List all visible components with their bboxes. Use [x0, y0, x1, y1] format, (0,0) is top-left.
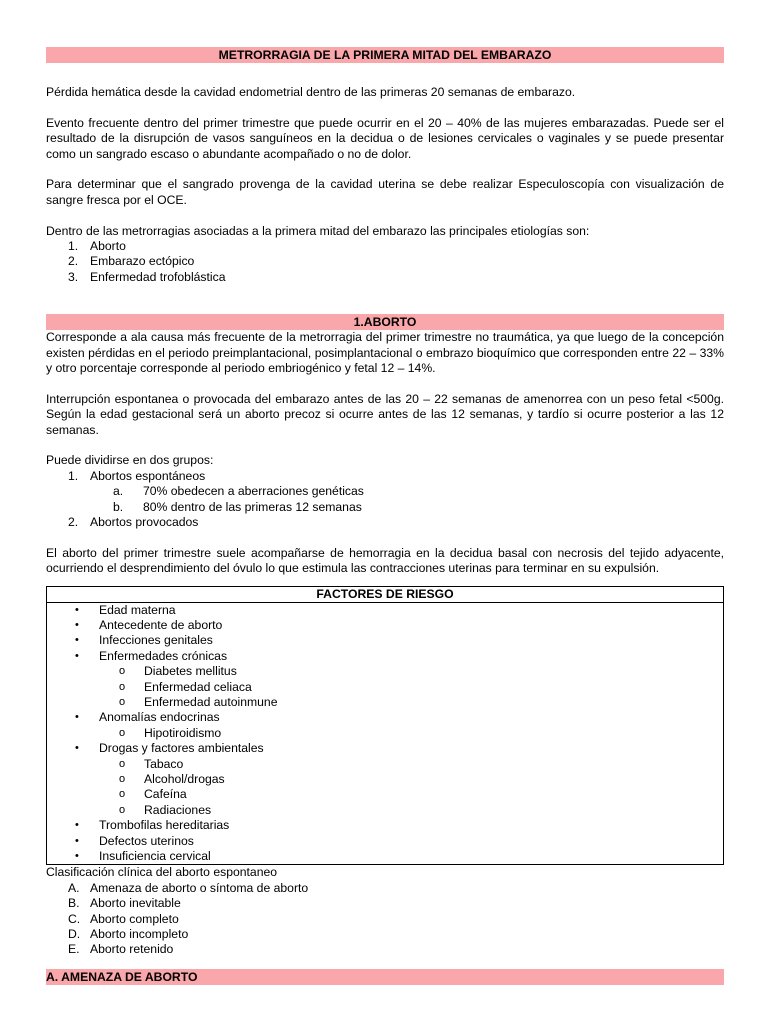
- list-item: 1. Aborto: [68, 239, 126, 254]
- bullet-icon: •: [75, 634, 79, 647]
- aborto-paragraph-1: Corresponde a ala causa más frecuente de la metrorragia del primer trimestre no traumática, ya que luego de la concepción existen pérdidas en el periodo preimplantacional, posimplantacional o embrazo bioquímico que corresponden entre 22 – 33% y otro porcentaje corresponde al periodo embriogénico y fetal 12 – 14%.: [46, 330, 724, 376]
- circle-bullet-icon: o: [119, 696, 126, 709]
- groups-list: [46, 469, 724, 531]
- circle-bullet-icon: o: [119, 757, 126, 770]
- list-item: • Edad materna: [75, 602, 176, 617]
- bullet-icon: •: [75, 711, 79, 724]
- list-item: • Defectos uterinos: [75, 833, 194, 848]
- list-item: • Enfermedades crónicas: [75, 648, 228, 663]
- list-item: 2. Abortos provocados: [68, 515, 199, 530]
- circle-bullet-icon: o: [119, 772, 126, 785]
- list-item: o Alcohol/drogas: [119, 771, 225, 786]
- list-item: C. Aborto completo: [68, 911, 179, 926]
- list-item: o Radiaciones: [119, 802, 212, 817]
- list-item: o Cafeína: [119, 787, 187, 802]
- page-title: METRORRAGIA DE LA PRIMERA MITAD DEL EMBARAZO: [46, 47, 724, 63]
- classification-heading: Clasificación clínica del aborto espontaneo: [46, 865, 278, 880]
- diagnosis-paragraph: Para determinar que el sangrado provenga de la cavidad uterina se debe realizar Especuloscopía con visualización de sangre fresca por el OCE.: [46, 177, 724, 207]
- section-heading-amenaza: A. AMENAZA DE ABORTO: [46, 969, 724, 985]
- circle-bullet-icon: o: [119, 803, 126, 816]
- list-item: A. Amenaza de aborto o síntoma de aborto: [68, 880, 309, 895]
- list-item: a. 70% obedecen a aberraciones genéticas: [113, 484, 364, 499]
- bullet-icon: •: [75, 619, 79, 632]
- classification-list: [46, 881, 724, 958]
- list-item: 3. Enfermedad trofoblástica: [68, 269, 226, 284]
- list-item: o Tabaco: [119, 756, 184, 771]
- section-heading-aborto: 1.ABORTO: [46, 314, 724, 330]
- etiology-intro: Dentro de las metrorragias asociadas a la primera mitad del embarazo las principales etiologías son:: [46, 223, 590, 238]
- bullet-icon: •: [75, 849, 79, 862]
- list-item: 2. Embarazo ectópico: [68, 254, 195, 269]
- list-item: o Diabetes mellitus: [119, 664, 237, 679]
- list-item: 1. Abortos espontáneos: [68, 468, 206, 483]
- bullet-icon: •: [75, 742, 79, 755]
- aborto-paragraph-4: El aborto del primer trimestre suele acompañarse de hemorragia en la decidua basal con necrosis del tejido adyacente, ocurriendo el desprendimiento del óvulo lo que estimula las contracciones uterinas para terminar en su expulsión.: [46, 545, 724, 576]
- bullet-icon: •: [75, 649, 79, 662]
- list-item: B. Aborto inevitable: [68, 896, 181, 911]
- list-item: E. Aborto retenido: [68, 942, 174, 957]
- aborto-paragraph-3: Puede dividirse en dos grupos:: [46, 453, 214, 468]
- etiology-list: [46, 239, 724, 285]
- risk-factors-heading: FACTORES DE RIESGO: [47, 587, 723, 603]
- list-item: • Drogas y factores ambientales: [75, 741, 264, 756]
- circle-bullet-icon: o: [119, 680, 126, 693]
- list-item: • Trombofilas hereditarias: [75, 818, 230, 833]
- list-item: b. 80% dentro de las primeras 12 semanas: [113, 499, 362, 514]
- list-item: • Insuficiencia cervical: [75, 848, 211, 863]
- frequency-paragraph: Evento frecuente dentro del primer trimestre que puede ocurrir en el 20 – 40% de las mujeres embarazadas. Puede ser el resultado de la disrupción de vasos sanguíneos en la decidua o de lesiones cervicales o vaginales y se puede presentar como un sangrado escaso o abundante acompañado o no de dolor.: [46, 115, 724, 161]
- bullet-icon: •: [75, 603, 79, 616]
- list-item: o Enfermedad autoinmune: [119, 695, 278, 710]
- list-item: • Antecedente de aborto: [75, 618, 223, 633]
- list-item: • Infecciones genitales: [75, 633, 213, 648]
- circle-bullet-icon: o: [119, 665, 126, 678]
- circle-bullet-icon: o: [119, 726, 126, 739]
- bullet-icon: •: [75, 834, 79, 847]
- document-page: [46, 47, 724, 985]
- list-item: • Anomalías endocrinas: [75, 710, 220, 725]
- definition-paragraph: Pérdida hemática desde la cavidad endometrial dentro de las primeras 20 semanas de embarazo.: [46, 85, 576, 99]
- aborto-paragraph-2: Interrupción espontanea o provocada del embarazo antes de las 20 – 22 semanas de amenorrea con un peso fetal <500g. Según la edad gestacional será un aborto precoz si ocurre antes de las 12 semanas, y tardío si ocurre posterior a las 12 semanas.: [46, 391, 724, 437]
- list-item: o Enfermedad celiaca: [119, 679, 252, 694]
- risk-factors-table: [46, 586, 724, 866]
- bullet-icon: •: [75, 819, 79, 832]
- list-item: o Hipotiroidismo: [119, 725, 222, 740]
- circle-bullet-icon: o: [119, 788, 126, 801]
- list-item: D. Aborto incompleto: [68, 926, 189, 941]
